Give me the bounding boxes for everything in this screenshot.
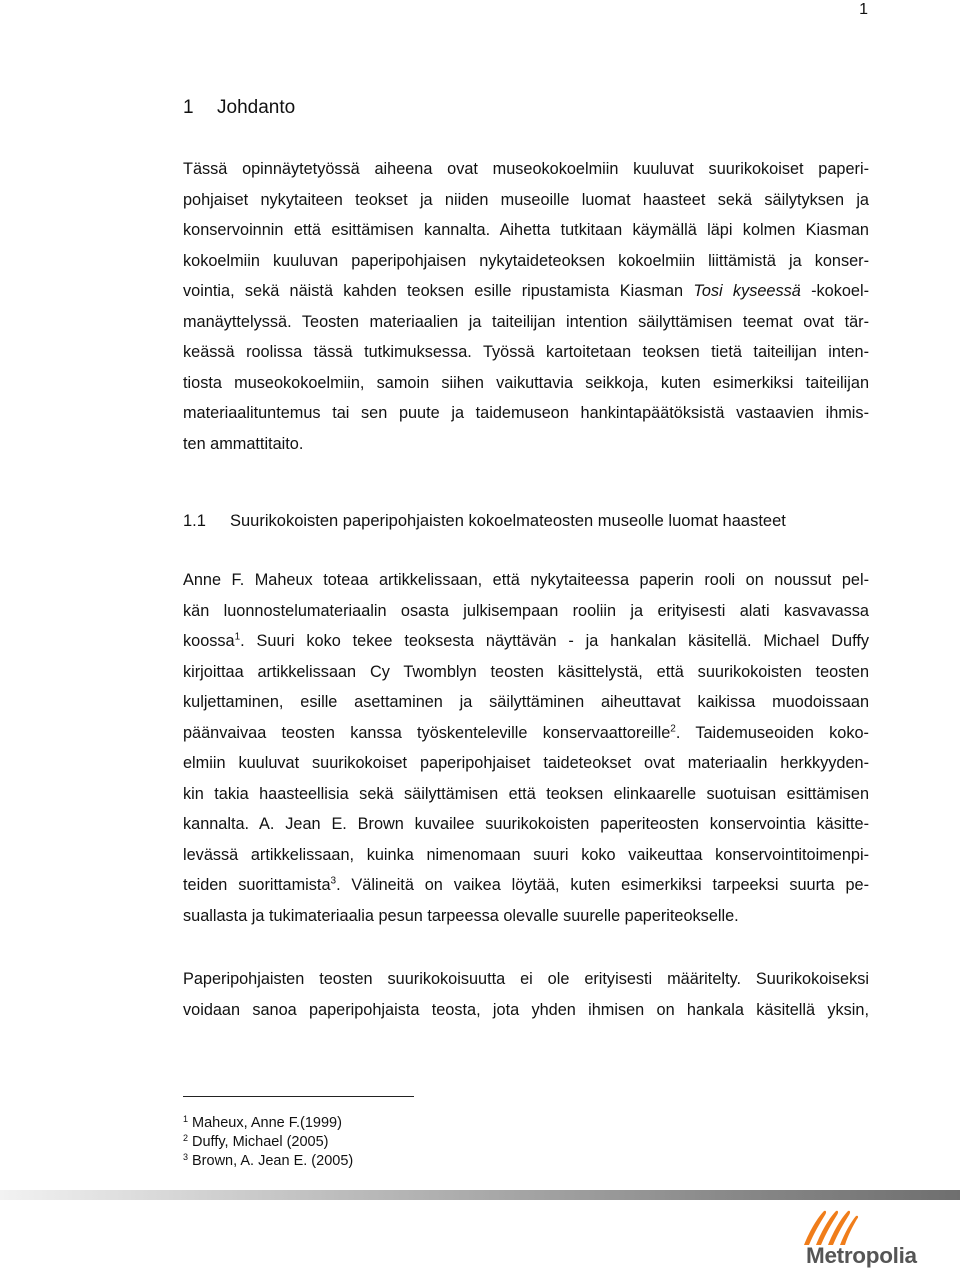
footnote-ref: 2 xyxy=(670,723,676,735)
text-line: suallasta ja tukimateriaalia pesun tarpeessa olevalle suurelle paperiteokselle. xyxy=(183,906,739,925)
text-line: kän luonnostelumateriaalin osasta julkisempaan rooliin ja erityisesti alati kasvavassa xyxy=(183,601,869,620)
footnote-text: Duffy, Michael (2005) xyxy=(192,1134,329,1150)
text-line: materiaalituntemus tai sen puute ja taidemuseon hankintapäätöksistä vastaavien ihmis- xyxy=(183,404,869,422)
footnote xyxy=(183,1133,353,1152)
footnote-ref: 3 xyxy=(330,875,337,887)
page-number: 1 xyxy=(859,1,868,18)
footnote xyxy=(183,1152,353,1171)
text-line: ten ammattitaito. xyxy=(183,434,304,453)
text-line xyxy=(183,276,869,307)
footnote-number: 1 xyxy=(183,1114,189,1124)
footnote-text: Brown, A. Jean E. (2005) xyxy=(192,1153,354,1169)
text-line xyxy=(183,870,869,901)
text-line: kokoelmiin kuuluvan paperipohjaisen nykytaideteoksen kokoelmiin liittämistä ja konser- xyxy=(183,251,869,270)
exhibition-title: Tosi kyseessä xyxy=(693,282,801,300)
intro-paragraph xyxy=(183,154,869,459)
text-line: tiosta museokokoelmiin, samoin siihen vaikuttavia seikkoja, kuten esimerkiksi taiteilijan xyxy=(183,373,869,392)
footnote-ref: 1 xyxy=(234,631,241,643)
text-line: Tässä opinnäytetyössä aiheena ovat museokokoelmiin kuuluvat suurikokoiset paperi- xyxy=(183,160,869,178)
metropolia-logo-text: Metropolia xyxy=(806,1243,917,1268)
subsection-title: Suurikokoisten paperipohjaisten kokoelmateosten museolle luomat haasteet xyxy=(230,512,786,530)
text-line xyxy=(183,626,869,657)
text-run: vointia, sekä näistä kahden teoksen esille ripustamista Kiasman xyxy=(183,282,694,300)
text-line: kannalta. A. Jean E. Brown kuvailee suurikokoisten paperiteosten konservointia käsitte- xyxy=(183,815,869,833)
footnotes xyxy=(183,1114,353,1171)
text-line: voidaan sanoa paperipohjaista teosta, jota yhden ihmisen on hankala käsitellä yksin, xyxy=(183,1000,869,1019)
text-line: elmiin kuuluvat suurikokoiset paperipohjaiset taideteokset ovat materiaalin herkkyyden- xyxy=(183,754,869,772)
text-line: konservoinnin että esittämisen kannalta. Aihetta tutkitaan käymällä läpi kolmen Kiasman xyxy=(183,221,869,239)
text-run: . Taidemuseoiden koko- xyxy=(675,723,869,742)
section-title: Johdanto xyxy=(217,97,296,118)
text-run: teiden suorittamista xyxy=(183,876,331,894)
footnote-text: Maheux, Anne F.(1999) xyxy=(192,1115,342,1131)
section-heading xyxy=(183,95,295,121)
text-run: . Välineitä on vaikea löytää, kuten esimerkiksi tarpeeksi suurta pe- xyxy=(336,876,869,894)
section-number: 1 xyxy=(183,97,194,118)
text-line: keässä roolissa tässä tutkimuksessa. Työssä kartoitetaan teoksen tietä taiteilijan inten- xyxy=(183,343,869,361)
text-line: levässä artikkelissaan, kuinka nimenomaan suuri koko vaikeuttaa konservointitoimenpi- xyxy=(183,845,869,864)
text-line: kirjoittaa artikkelissaan Cy Twomblyn teosten käsittelystä, että suurikokoisten teosten xyxy=(183,662,869,681)
text-line: manäyttelyssä. Teosten materiaalien ja taiteilijan intention säilyttämisen teemat ovat tär- xyxy=(183,312,869,331)
footnote-separator xyxy=(183,1096,414,1097)
text-run: päänvaivaa teosten kanssa työskenteleville konservaattoreille xyxy=(183,723,671,742)
text-line: kin takia haasteellisia sekä säilyttämisen että teoksen elinkaarelle suotuisan esittämisen xyxy=(183,784,869,803)
text-run: . Suuri koko tekee teoksesta näyttävän - ja hankalan käsitellä. Michael Duffy xyxy=(240,632,869,650)
text-line: Anne F. Maheux toteaa artikkelissaan, että nykytaiteessa paperin rooli on noussut pel- xyxy=(183,571,869,589)
subsection-number: 1.1 xyxy=(183,512,206,530)
closing-paragraph xyxy=(183,964,869,1025)
text-run: koossa xyxy=(183,632,235,650)
footer-band xyxy=(0,1190,960,1200)
footnote-number: 3 xyxy=(183,1152,189,1162)
subsection-heading xyxy=(183,508,786,534)
text-line xyxy=(183,718,869,749)
text-run: -kokoel- xyxy=(800,282,869,300)
text-line: kuljettaminen, esille asettaminen ja säilyttäminen aiheuttavat kaikissa muodoissaan xyxy=(183,693,869,711)
footnote xyxy=(183,1114,353,1133)
text-line: Paperipohjaisten teosten suurikokoisuutta ei ole erityisesti määritelty. Suurikokoiseksi xyxy=(183,970,869,988)
text-line: pohjaiset nykytaiteen teokset ja niiden museoille luomat haasteet sekä säilytyksen ja xyxy=(183,190,869,209)
footnote-number: 2 xyxy=(183,1133,189,1143)
body-paragraph xyxy=(183,565,869,931)
